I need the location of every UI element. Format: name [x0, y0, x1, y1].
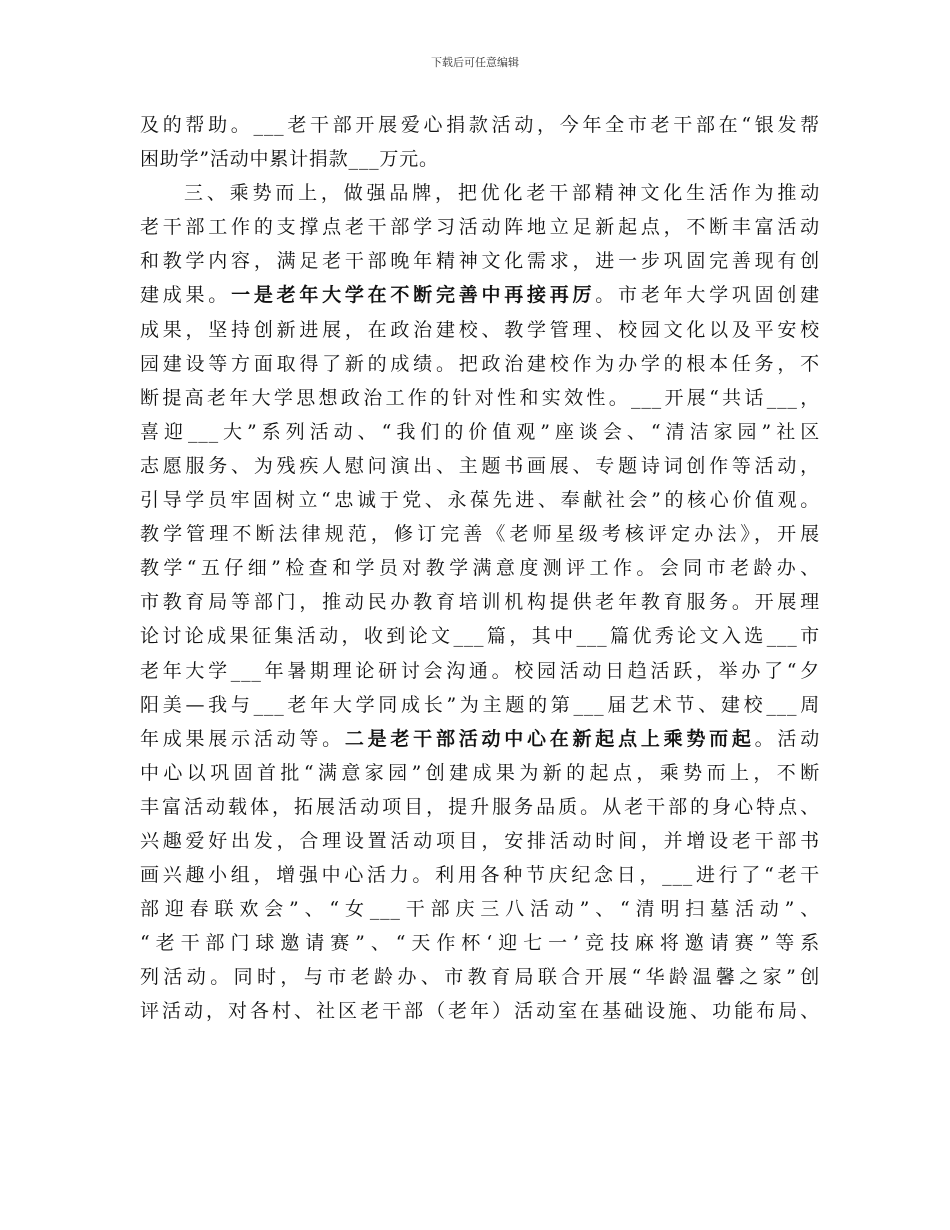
text-line: 部迎春联欢会”、“女___干部庆三八活动”、“清明扫墓活动”、 — [140, 898, 820, 921]
text-line: 引导学员牢固树立“忠诚于党、永葆先进、奉献社会”的核心价值观。 — [140, 489, 820, 512]
bold-heading: 一是老年大学在不断完善中再接再厉 — [231, 284, 596, 307]
text-run: 年成果展示活动等。 — [140, 727, 345, 750]
text-line: 评活动，对各村、社区老干部（老年）活动室在基础设施、功能布局、 — [140, 1000, 820, 1023]
page-header: 下载后可任意编辑 — [431, 56, 519, 69]
text-line: 中心以巩固首批“满意家园”创建成果为新的起点，乘势而上，不断 — [140, 761, 820, 784]
text-line: 画兴趣小组，增强中心活力。利用各种节庆纪念日，___进行了“老干 — [140, 864, 820, 887]
text-line: 成果，坚持创新进展，在政治建校、教学管理、校园文化以及平安校 — [140, 318, 820, 341]
text-line: 教学“五仔细”检查和学员对教学满意度测评工作。会同市老龄办、 — [140, 557, 820, 580]
text-line: 市教育局等部门，推动民办教育培训机构提供老年教育服务。开展理 — [140, 591, 820, 614]
text-line: 丰富活动载体，拓展活动项目，提升服务品质。从老干部的身心特点、 — [140, 795, 820, 818]
text-line: 老年大学___年暑期理论研讨会沟通。校园活动日趋活跃，举办了“夕 — [140, 659, 820, 682]
text-line: 老干部工作的支撑点老干部学习活动阵地立足新起点，不断丰富活动 — [140, 216, 820, 239]
text-run: 建成果。 — [140, 284, 232, 307]
text-run: 。市老年大学巩固创建 — [595, 284, 820, 307]
text-line: 及的帮助。___老干部开展爱心捐款活动，今年全市老干部在“银发帮 — [140, 114, 820, 136]
text-line: 列活动。同时，与市老龄办、市教育局联合开展“华龄温馨之家”创 — [140, 966, 820, 989]
text-line: 断提高老年大学思想政治工作的针对性和实效性。___开展“共话___， — [140, 386, 820, 409]
text-line: 困助学”活动中累计捐款___万元。 — [140, 148, 439, 171]
text-line: 志愿服务、为残疾人慰问演出、主题书画展、专题诗词创作等活动， — [140, 454, 820, 477]
text-line: 教学管理不断法律规范，修订完善《老师星级考核评定办法》，开展 — [140, 523, 820, 546]
text-line — [140, 278, 820, 312]
text-line: 和教学内容，满足老干部晚年精神文化需求，进一步巩固完善现有创 — [140, 250, 820, 273]
document-body — [140, 108, 820, 1029]
text-run: 。活动 — [754, 727, 820, 750]
text-line: 喜迎___大”系列活动、“我们的价值观”座谈会、“清洁家园”社区 — [140, 420, 820, 443]
bold-heading: 二是老干部活动中心在新起点上乘势而起 — [344, 727, 755, 750]
text-line: 论讨论成果征集活动，收到论文___篇，其中___篇优秀论文入选___市 — [140, 625, 820, 648]
text-line: 阳美—我与___老年大学同成长”为主题的第___届艺术节、建校___周 — [140, 693, 820, 716]
text-line: 三、乘势而上，做强品牌，把优化老干部精神文化生活作为推动 — [184, 182, 820, 205]
text-line: 兴趣爱好出发，合理设置活动项目，安排活动时间，并增设老干部书 — [140, 829, 820, 852]
text-line: 园建设等方面取得了新的成绩。把政治建校作为办学的根本任务，不 — [140, 352, 820, 375]
text-line: “老干部门球邀请赛”、“天作杯‘迎七一’竞技麻将邀请赛”等系 — [140, 932, 820, 955]
text-line — [140, 722, 820, 756]
